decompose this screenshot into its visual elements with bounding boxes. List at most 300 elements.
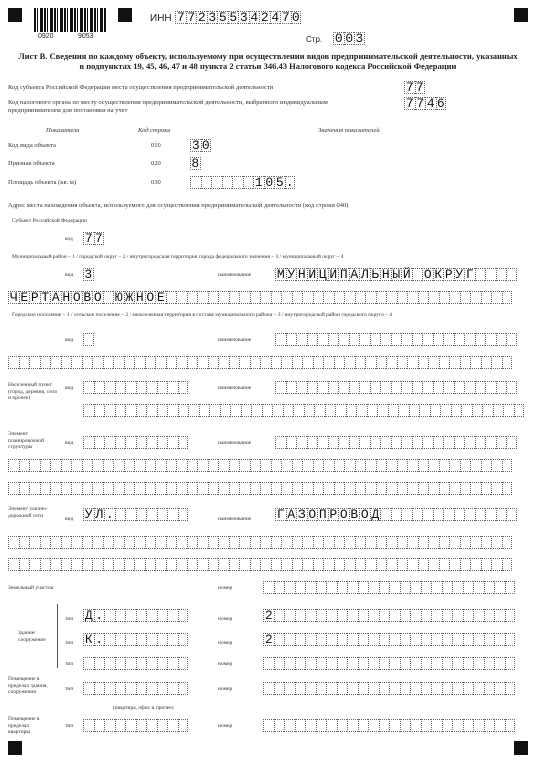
char-cell — [272, 404, 283, 417]
char-cell — [400, 657, 411, 670]
char-cell — [494, 719, 505, 732]
char-cell — [433, 436, 444, 449]
char-cell: 0 — [291, 10, 300, 25]
char-cell — [197, 291, 208, 304]
char-cell — [491, 482, 502, 495]
char-cell: Ж — [125, 290, 134, 305]
address-title: Адрес места нахождения объекта, используемого для осуществления предпринимательской деятельности (код строки 040) — [8, 202, 349, 209]
char-cell — [407, 459, 418, 472]
planning-name-field-1[interactable] — [275, 436, 517, 449]
apartment-type-field[interactable] — [83, 719, 188, 732]
char-cell — [442, 657, 453, 670]
char-cell — [358, 633, 369, 646]
char-cell — [113, 356, 124, 369]
street-name-field-1[interactable] — [275, 508, 517, 521]
char-cell — [472, 404, 483, 417]
char-cell — [83, 719, 94, 732]
char-cell — [389, 719, 400, 732]
subject-code-label: код — [65, 236, 73, 242]
premises-label: Помещение в пределах здания, сооружения — [8, 676, 48, 695]
char-cell: Ч — [9, 290, 18, 305]
char-cell — [115, 657, 126, 670]
char-cell — [349, 436, 360, 449]
char-cell: 7 — [94, 231, 103, 246]
char-cell — [464, 508, 475, 521]
char-cell — [145, 459, 156, 472]
char-cell — [326, 719, 337, 732]
char-cell — [92, 536, 103, 549]
building-type-field-3[interactable] — [83, 657, 188, 670]
char-cell — [463, 682, 474, 695]
char-cell — [421, 682, 432, 695]
char-cell — [505, 633, 516, 646]
char-cell — [263, 719, 274, 732]
char-cell — [136, 508, 147, 521]
locality-kind-field[interactable] — [83, 381, 188, 394]
char-cell — [295, 682, 306, 695]
char-cell — [484, 657, 495, 670]
char-cell: А — [350, 267, 359, 282]
char-cell — [428, 356, 439, 369]
char-cell — [485, 333, 496, 346]
char-cell: 7 — [187, 10, 196, 25]
char-cell — [146, 609, 157, 622]
char-cell — [485, 436, 496, 449]
char-cell — [136, 719, 147, 732]
char-cell — [449, 291, 460, 304]
char-cell — [443, 381, 454, 394]
char-cell — [481, 356, 492, 369]
char-cell — [454, 508, 465, 521]
char-cell — [347, 719, 358, 732]
char-cell — [220, 404, 231, 417]
char-cell — [355, 459, 366, 472]
char-cell — [326, 581, 337, 594]
char-cell — [349, 381, 360, 394]
char-cell — [400, 719, 411, 732]
char-cell — [493, 404, 504, 417]
char-cell — [454, 333, 465, 346]
municipal-name-field-2[interactable] — [8, 291, 512, 304]
char-cell — [274, 719, 285, 732]
char-cell — [305, 581, 316, 594]
char-cell — [284, 682, 295, 695]
char-cell — [442, 609, 453, 622]
char-cell: У — [287, 267, 296, 282]
char-cell — [326, 657, 337, 670]
char-cell — [304, 404, 315, 417]
char-cell — [502, 536, 513, 549]
municipal-kind-field[interactable] — [83, 268, 94, 281]
char-cell — [40, 482, 51, 495]
char-cell: З — [297, 507, 306, 522]
char-cell — [380, 381, 391, 394]
char-cell: К — [434, 267, 443, 282]
char-cell: Н — [62, 290, 71, 305]
char-cell — [505, 609, 516, 622]
char-cell — [355, 482, 366, 495]
char-cell — [155, 558, 166, 571]
char-cell — [83, 436, 94, 449]
char-cell: Р — [30, 290, 39, 305]
char-cell — [391, 333, 402, 346]
char-cell — [397, 459, 408, 472]
char-cell — [125, 657, 136, 670]
municipal-name-field-1[interactable] — [275, 268, 517, 281]
char-cell — [337, 633, 348, 646]
char-cell — [61, 482, 72, 495]
char-cell — [376, 536, 387, 549]
char-cell — [208, 536, 219, 549]
char-cell — [386, 356, 397, 369]
street-name-field-2[interactable] — [8, 536, 512, 549]
char-cell: В — [350, 507, 359, 522]
char-cell — [391, 436, 402, 449]
char-cell — [275, 436, 286, 449]
settlement-name-field-2[interactable] — [8, 356, 512, 369]
char-cell — [286, 436, 297, 449]
char-cell — [502, 558, 513, 571]
char-cell — [344, 459, 355, 472]
char-cell: Г — [276, 507, 285, 522]
street-label: Элемент улично-дорожной сети — [8, 506, 48, 519]
char-cell — [368, 657, 379, 670]
char-cell — [125, 719, 136, 732]
char-cell — [250, 291, 261, 304]
locality-name-field-1[interactable] — [275, 381, 517, 394]
char-cell — [218, 482, 229, 495]
char-cell — [398, 404, 409, 417]
char-cell — [418, 536, 429, 549]
char-cell — [442, 581, 453, 594]
header-indicators: Показатели — [46, 127, 80, 134]
char-cell — [305, 682, 316, 695]
char-cell — [218, 558, 229, 571]
char-cell — [481, 459, 492, 472]
char-cell — [454, 436, 465, 449]
settlement-name-label: наименование — [218, 337, 252, 343]
header-line-code: Код строки — [138, 127, 171, 134]
char-cell: 2 — [264, 608, 273, 623]
indicator-code-020: 020 — [151, 160, 161, 167]
char-cell — [40, 356, 51, 369]
char-cell — [274, 657, 285, 670]
char-cell: . — [95, 608, 104, 623]
char-cell — [370, 436, 381, 449]
char-cell — [388, 404, 399, 417]
char-cell — [494, 609, 505, 622]
char-cell — [463, 633, 474, 646]
char-cell — [334, 482, 345, 495]
char-cell — [178, 719, 189, 732]
char-cell: Н — [135, 290, 144, 305]
char-cell — [302, 558, 313, 571]
char-cell — [166, 291, 177, 304]
char-cell — [505, 682, 516, 695]
char-cell — [229, 459, 240, 472]
char-cell — [302, 356, 313, 369]
tax-authority-code-field[interactable] — [404, 97, 446, 110]
char-cell — [208, 291, 219, 304]
char-cell — [292, 356, 303, 369]
char-cell — [115, 633, 126, 646]
char-cell — [475, 381, 486, 394]
char-cell — [218, 459, 229, 472]
char-cell: Ю — [114, 290, 123, 305]
region-code-field[interactable] — [404, 81, 425, 94]
char-cell — [187, 459, 198, 472]
char-cell — [463, 719, 474, 732]
locality-name-field-2[interactable] — [83, 404, 524, 417]
char-cell — [115, 508, 126, 521]
char-cell: Р — [329, 507, 338, 522]
char-cell — [166, 536, 177, 549]
char-cell — [401, 333, 412, 346]
char-cell — [334, 459, 345, 472]
char-cell — [113, 459, 124, 472]
building-type-field-2[interactable] — [83, 633, 188, 646]
char-cell — [433, 508, 444, 521]
char-cell — [503, 404, 514, 417]
planning-kind-label: вид — [65, 440, 74, 446]
char-cell — [271, 536, 282, 549]
char-cell — [94, 404, 105, 417]
corner-marker-top-left — [8, 8, 22, 22]
land-number-field[interactable] — [263, 581, 515, 594]
char-cell — [338, 436, 349, 449]
char-cell — [380, 333, 391, 346]
char-cell — [422, 381, 433, 394]
char-cell — [71, 536, 82, 549]
char-cell: 7 — [84, 231, 93, 246]
char-cell: 0 — [201, 138, 210, 153]
apartment-label: Помещение в пределах квартиры — [8, 716, 40, 735]
char-cell — [355, 536, 366, 549]
region-code-label: Код субъекта Российской Федерации места осуществления предпринимательской деятельности — [8, 84, 274, 91]
object-area-field[interactable] — [190, 176, 295, 189]
char-cell — [208, 558, 219, 571]
char-cell — [376, 291, 387, 304]
char-cell — [337, 581, 348, 594]
char-cell — [146, 404, 157, 417]
char-cell — [113, 536, 124, 549]
object-sign-field[interactable] — [190, 157, 201, 170]
char-cell: О — [308, 507, 317, 522]
char-cell — [460, 482, 471, 495]
char-cell: 7 — [176, 10, 185, 25]
street-name-field-3[interactable] — [8, 558, 512, 571]
char-cell — [484, 581, 495, 594]
char-cell: Ь — [371, 267, 380, 282]
building-number-field-3[interactable] — [263, 657, 515, 670]
planning-kind-field[interactable] — [83, 436, 188, 449]
char-cell — [241, 404, 252, 417]
char-cell — [124, 482, 135, 495]
char-cell — [379, 633, 390, 646]
char-cell — [176, 291, 187, 304]
char-cell — [323, 558, 334, 571]
char-cell — [155, 536, 166, 549]
char-cell — [433, 381, 444, 394]
char-cell — [505, 581, 516, 594]
char-cell — [134, 482, 145, 495]
street-kind-field[interactable] — [83, 508, 188, 521]
barcode-number-right: 9053 — [78, 33, 94, 40]
char-cell — [397, 291, 408, 304]
building-number-field-1[interactable] — [263, 609, 515, 622]
premises-type-field[interactable] — [83, 682, 188, 695]
char-cell — [166, 482, 177, 495]
char-cell — [379, 581, 390, 594]
char-cell — [145, 482, 156, 495]
char-cell — [271, 356, 282, 369]
char-cell — [178, 508, 189, 521]
char-cell: Й — [402, 267, 411, 282]
char-cell — [295, 633, 306, 646]
char-cell — [337, 657, 348, 670]
planning-label: Элемент планировочной структуры — [8, 431, 45, 450]
char-cell — [50, 536, 61, 549]
char-cell — [8, 482, 19, 495]
premises-number-field[interactable] — [263, 682, 515, 695]
char-cell — [473, 682, 484, 695]
char-cell — [302, 459, 313, 472]
char-cell — [134, 356, 145, 369]
char-cell — [124, 558, 135, 571]
char-cell — [61, 459, 72, 472]
subject-code-field[interactable] — [83, 232, 104, 245]
char-cell — [260, 459, 271, 472]
char-cell — [250, 356, 261, 369]
char-cell — [407, 356, 418, 369]
planning-name-field-2[interactable] — [8, 459, 512, 472]
char-cell — [449, 558, 460, 571]
object-type-code-field[interactable] — [190, 139, 211, 152]
street-kind-label: вид — [65, 516, 74, 522]
char-cell — [506, 436, 517, 449]
char-cell — [250, 482, 261, 495]
char-cell — [307, 381, 318, 394]
char-cell — [271, 459, 282, 472]
char-cell — [104, 633, 115, 646]
char-cell — [428, 558, 439, 571]
planning-name-field-3[interactable] — [8, 482, 512, 495]
char-cell — [391, 381, 402, 394]
char-cell: О — [360, 507, 369, 522]
char-cell: . — [105, 507, 114, 522]
char-cell — [389, 633, 400, 646]
char-cell — [40, 558, 51, 571]
char-cell: Р — [444, 267, 453, 282]
char-cell: 0 — [334, 31, 343, 46]
char-cell — [229, 291, 240, 304]
char-cell — [82, 536, 93, 549]
char-cell — [496, 381, 507, 394]
char-cell — [407, 558, 418, 571]
char-cell — [323, 356, 334, 369]
char-cell — [134, 459, 145, 472]
char-cell — [218, 536, 229, 549]
char-cell — [8, 558, 19, 571]
char-cell — [263, 581, 274, 594]
char-cell — [157, 633, 168, 646]
locality-kind-label: вид — [65, 385, 74, 391]
header-values: Значения показателей — [318, 127, 380, 134]
char-cell — [302, 482, 313, 495]
char-cell — [229, 536, 240, 549]
char-cell — [485, 268, 496, 281]
char-cell — [452, 657, 463, 670]
char-cell — [491, 536, 502, 549]
char-cell — [167, 609, 178, 622]
char-cell — [337, 609, 348, 622]
char-cell — [376, 482, 387, 495]
char-cell — [421, 657, 432, 670]
char-cell — [178, 436, 189, 449]
char-cell — [275, 333, 286, 346]
char-cell: 1 — [254, 175, 263, 190]
char-cell — [103, 482, 114, 495]
char-cell — [452, 633, 463, 646]
char-cell: Ы — [392, 267, 401, 282]
settlement-kind-field[interactable] — [83, 333, 94, 346]
char-cell: Г — [465, 267, 474, 282]
apartment-number-field[interactable] — [263, 719, 515, 732]
page-number-field[interactable] — [333, 32, 365, 45]
char-cell: О — [146, 290, 155, 305]
char-cell — [146, 682, 157, 695]
char-cell — [251, 404, 262, 417]
char-cell — [295, 581, 306, 594]
char-cell — [506, 381, 517, 394]
municipal-name-label: наименование — [218, 272, 252, 278]
char-cell — [302, 536, 313, 549]
char-cell — [178, 633, 189, 646]
char-cell — [167, 719, 178, 732]
building-number-field-2[interactable] — [263, 633, 515, 646]
char-cell — [481, 482, 492, 495]
char-cell — [358, 719, 369, 732]
char-cell — [136, 633, 147, 646]
char-cell — [473, 609, 484, 622]
char-cell — [208, 459, 219, 472]
char-cell — [505, 657, 516, 670]
char-cell — [346, 404, 357, 417]
char-cell — [368, 633, 379, 646]
inn-field[interactable] — [175, 11, 301, 24]
char-cell — [421, 719, 432, 732]
char-cell — [506, 268, 517, 281]
char-cell — [176, 558, 187, 571]
building-number-label-2: номер — [218, 640, 233, 646]
char-cell — [475, 268, 486, 281]
char-cell — [157, 508, 168, 521]
char-cell — [326, 682, 337, 695]
char-cell — [470, 558, 481, 571]
char-cell — [103, 459, 114, 472]
settlement-name-field-1[interactable] — [275, 333, 517, 346]
building-type-field-1[interactable] — [83, 609, 188, 622]
char-cell — [473, 657, 484, 670]
char-cell — [376, 459, 387, 472]
char-cell — [115, 719, 126, 732]
char-cell — [115, 609, 126, 622]
char-cell: О — [339, 507, 348, 522]
char-cell — [104, 657, 115, 670]
char-cell — [167, 404, 178, 417]
char-cell: 5 — [218, 10, 227, 25]
char-cell — [484, 719, 495, 732]
